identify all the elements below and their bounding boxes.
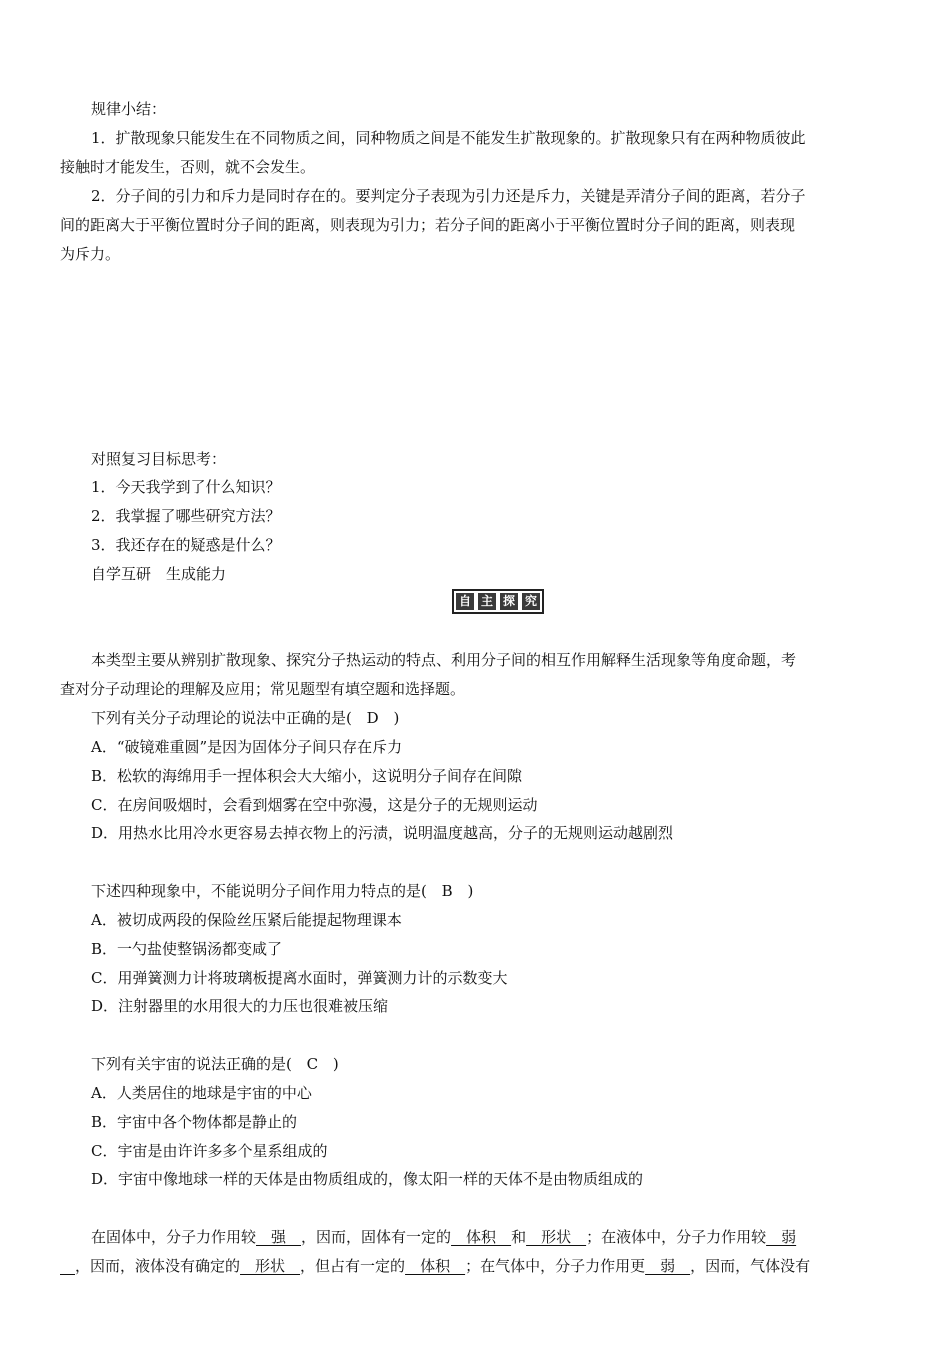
paren-close: ) xyxy=(332,1055,339,1073)
reflection-heading: 对照复习目标思考： xyxy=(91,450,227,468)
fill-text: ，但占有一定的 xyxy=(300,1257,406,1275)
fill-answer-blank: 形状 xyxy=(240,1257,301,1275)
fill-answer-blank: 弱 xyxy=(766,1228,797,1246)
fill-question-line-2 xyxy=(60,1256,810,1276)
question-1-stem xyxy=(91,708,399,728)
question-1-option-a: A．“破镜难重圆”是因为固体分子间只存在斥力 xyxy=(91,738,403,756)
question-1-answer: D xyxy=(366,709,379,727)
question-1-option-d: D．用热水比用冷水更容易去掉衣物上的污渍，说明温度越高，分子的无规则运动越剧烈 xyxy=(91,824,674,842)
badge-char: 探 xyxy=(499,592,519,611)
fill-answer-blank: 弱 xyxy=(645,1257,691,1275)
question-3-option-d: D．宇宙中像地球一样的天体是由物质组成的，像太阳一样的天体不是由物质组成的 xyxy=(91,1170,644,1188)
fill-text: ，因而，固体有一定的 xyxy=(301,1228,452,1246)
question-2-answer: B xyxy=(441,882,453,900)
summary-point-2-line-3: 为斥力。 xyxy=(60,245,121,263)
section-title: 自学互研 生成能力 xyxy=(91,565,227,583)
question-2-option-c: C．用弹簧测力计将玻璃板提离水面时，弹簧测力计的示数变大 xyxy=(91,969,508,987)
question-2-stem xyxy=(91,881,473,901)
summary-point-1-line-2: 接触时才能发生，否则，就不会发生。 xyxy=(60,158,316,176)
question-stem-text: 下述四种现象中，不能说明分子间作用力特点的是( xyxy=(91,882,427,900)
question-2-option-a: A．被切成两段的保险丝压紧后能提起物理课本 xyxy=(91,911,402,929)
intro-line-2: 查对分子动理论的理解及应用；常见题型有填空题和选择题。 xyxy=(60,680,466,698)
reflection-question-2: 2．我掌握了哪些研究方法？ xyxy=(91,507,281,525)
fill-answer-blank-tail xyxy=(60,1257,75,1275)
badge-char: 主 xyxy=(477,592,497,611)
question-3-option-a: A．人类居住的地球是宇宙的中心 xyxy=(91,1084,312,1102)
summary-point-2-line-1: 2．分子间的引力和斥力是同时存在的。要判定分子表现为引力还是斥力，关键是弄清分子间的距离，若分子 xyxy=(91,187,806,205)
question-3-answer: C xyxy=(306,1055,319,1073)
question-3-option-c: C．宇宙是由许许多多个星系组成的 xyxy=(91,1142,328,1160)
fill-text: ；在液体中，分子力作用较 xyxy=(586,1228,767,1246)
fill-answer-blank: 强 xyxy=(256,1228,302,1246)
fill-text: 在固体中，分子力作用较 xyxy=(91,1228,257,1246)
reflection-question-3: 3．我还存在的疑惑是什么？ xyxy=(91,536,281,554)
fill-text: ，因而，气体没有 xyxy=(690,1257,811,1275)
fill-text: ；在气体中，分子力作用更 xyxy=(465,1257,646,1275)
question-3-stem xyxy=(91,1054,339,1074)
fill-text: ，因而，液体没有确定的 xyxy=(75,1257,241,1275)
paren-close: ) xyxy=(467,882,474,900)
summary-point-2-line-2: 间的距离大于平衡位置时分子间的距离，则表现为引力；若分子间的距离小于平衡位置时分子间的距离，则表现 xyxy=(60,216,796,234)
fill-question-line-1 xyxy=(91,1227,796,1247)
question-3-option-b: B．宇宙中各个物体都是静止的 xyxy=(91,1113,298,1131)
paren-close: ) xyxy=(393,709,400,727)
question-2-option-b: B．一勺盐使整锅汤都变咸了 xyxy=(91,940,283,958)
fill-answer-blank: 体积 xyxy=(405,1257,466,1275)
reflection-question-1: 1．今天我学到了什么知识？ xyxy=(91,478,281,496)
question-1-option-b: B．松软的海绵用手一捏体积会大大缩小，这说明分子间存在间隙 xyxy=(91,767,523,785)
self-study-badge xyxy=(452,589,544,614)
fill-answer-blank: 形状 xyxy=(526,1228,587,1246)
question-stem-text: 下列有关分子动理论的说法中正确的是( xyxy=(91,709,352,727)
summary-point-1-line-1: 1．扩散现象只能发生在不同物质之间，同种物质之间是不能发生扩散现象的。扩散现象只有在两种物质彼此 xyxy=(91,129,806,147)
intro-line-1: 本类型主要从辨别扩散现象、探究分子热运动的特点、利用分子间的相互作用解释生活现象等角度命题，考 xyxy=(91,651,797,669)
badge-char: 究 xyxy=(521,592,541,611)
summary-heading: 规律小结： xyxy=(91,100,167,118)
question-2-option-d: D．注射器里的水用很大的力压也很难被压缩 xyxy=(91,997,389,1015)
fill-text: 和 xyxy=(511,1228,527,1246)
question-stem-text: 下列有关宇宙的说法正确的是( xyxy=(91,1055,292,1073)
question-1-option-c: C．在房间吸烟时，会看到烟雾在空中弥漫，这是分子的无规则运动 xyxy=(91,796,538,814)
badge-char: 自 xyxy=(455,592,475,611)
fill-answer-blank: 体积 xyxy=(451,1228,512,1246)
